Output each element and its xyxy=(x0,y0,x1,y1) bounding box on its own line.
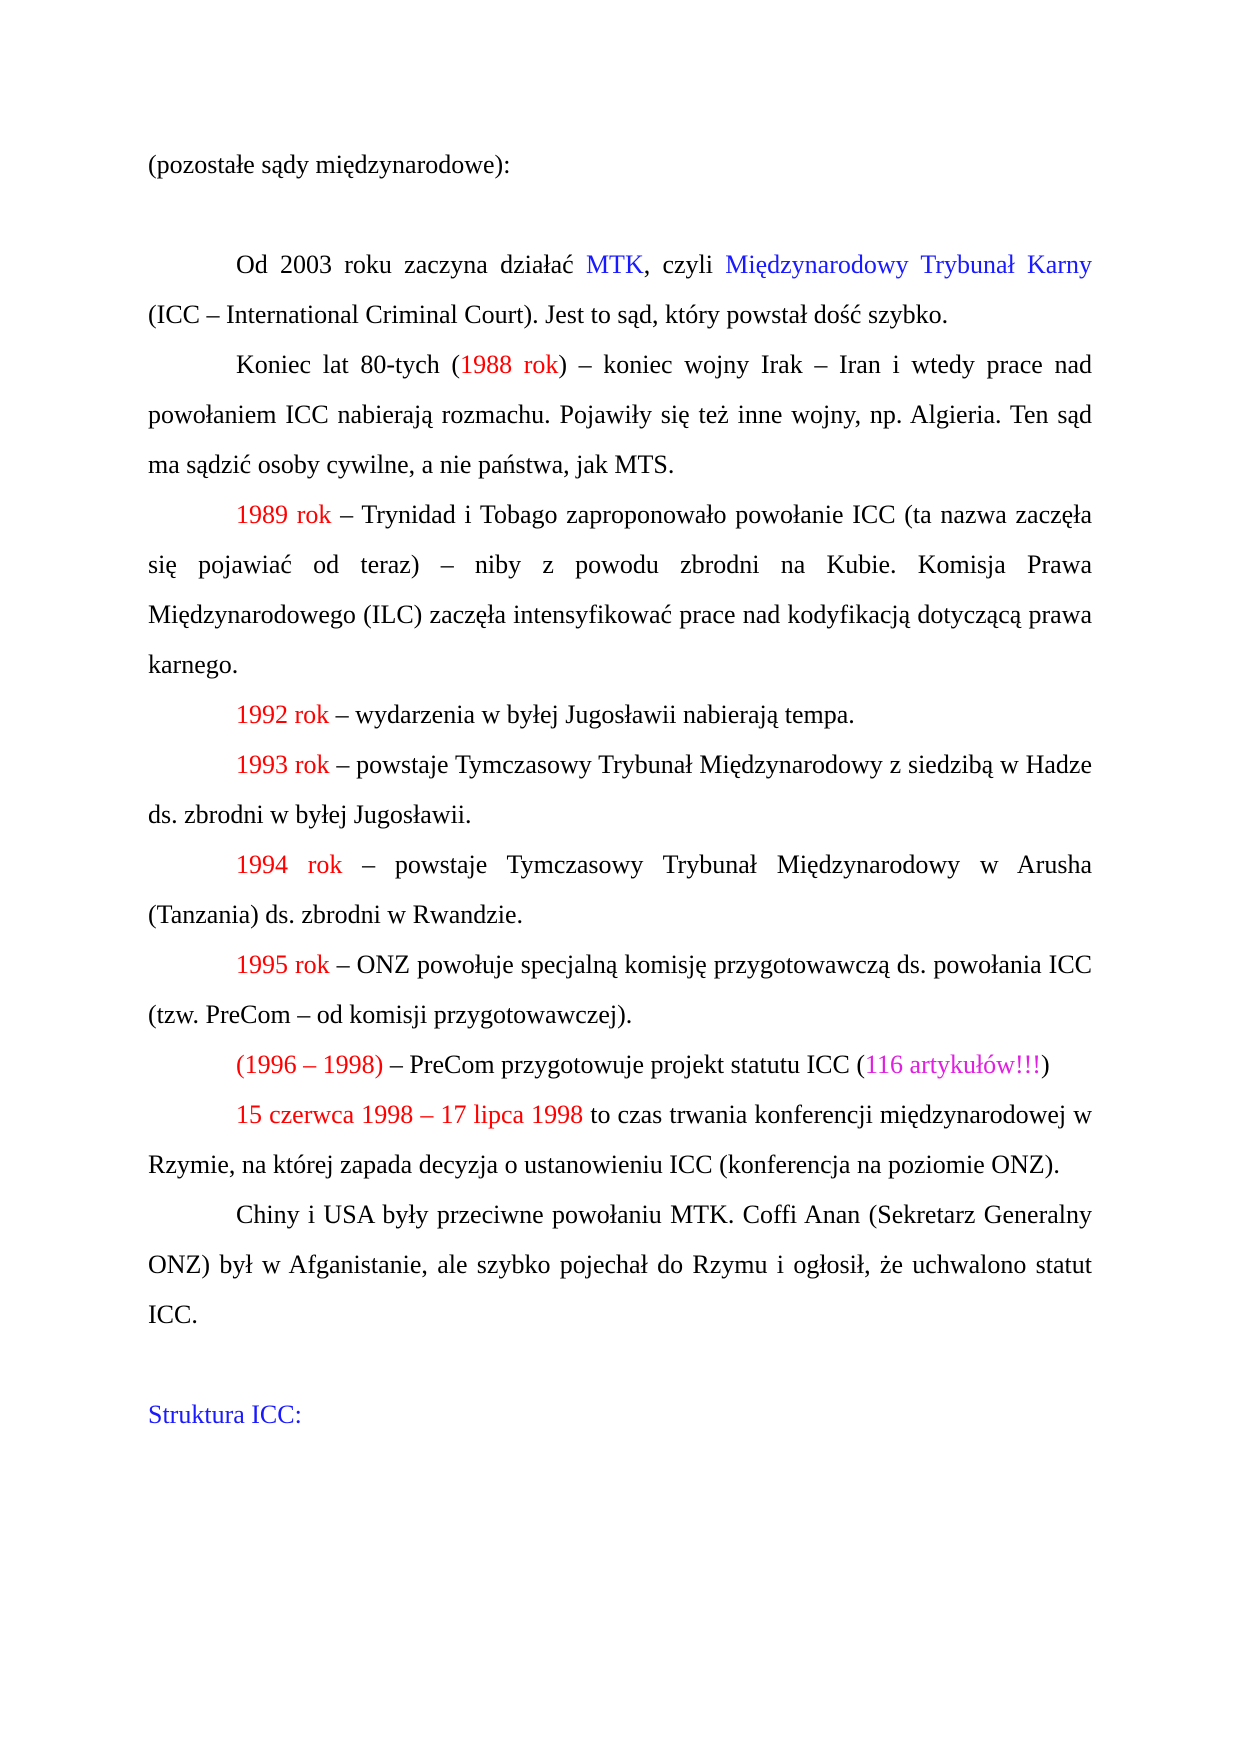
term-mtk: MTK xyxy=(585,250,644,279)
paragraph-rome-conference xyxy=(148,1090,1092,1190)
text: – ONZ powołuje specjalną komisję przygotowawczą ds. powołania ICC (tzw. PreCom – od komisji przygotowawczej). xyxy=(148,950,1092,1029)
date-highlight: 1992 rok xyxy=(236,700,330,729)
note-highlight: 116 artykułów!!! xyxy=(865,1050,1041,1079)
document-page xyxy=(148,140,1092,1440)
text: – powstaje Tymczasowy Trybunał Międzynarodowy w Arusha (Tanzania) ds. zbrodni w Rwandzie. xyxy=(148,850,1092,929)
paragraph-1989 xyxy=(148,490,1092,690)
term-full-name: Międzynarodowy Trybunał Karny xyxy=(725,250,1093,279)
text: (ICC – International Criminal Court). Jest to sąd, który powstał dość szybko. xyxy=(148,300,949,329)
text: – PreCom przygotowuje projekt statutu ICC ( xyxy=(383,1050,865,1079)
paragraph-1995 xyxy=(148,940,1092,1040)
text: Od 2003 roku zaczyna działać xyxy=(236,250,586,279)
paragraph-1988 xyxy=(148,340,1092,490)
section-heading: (pozostałe sądy międzynarodowe): xyxy=(148,150,511,179)
date-highlight: 1993 rok xyxy=(236,750,330,779)
text: – Trynidad i Tobago zaproponowało powołanie ICC (ta nazwa zaczęła się pojawiać od teraz) – niby z powodu zbrodni na Kubie. Komisja Prawa Międzynarodowego (ILC) zaczęła intensyfikować prace nad kodyfikacją dotyczącą prawa karnego. xyxy=(148,500,1092,679)
text: – wydarzenia w byłej Jugosławii nabierają tempa. xyxy=(329,700,855,729)
paragraph-1993 xyxy=(148,740,1092,840)
paragraph-opposition xyxy=(148,1190,1092,1340)
paragraph-1996-1998 xyxy=(148,1040,1092,1090)
date-highlight: 1994 rok xyxy=(236,850,343,879)
text: ) xyxy=(1040,1050,1050,1079)
date-highlight: 1989 rok xyxy=(236,500,332,529)
paragraph-1992 xyxy=(148,690,1092,740)
blank-line xyxy=(148,1340,1092,1390)
text: Koniec lat 80-tych ( xyxy=(236,350,461,379)
text: Chiny i USA były przeciwne powołaniu MTK. Coffi Anan (Sekretarz Generalny ONZ) był w Afganistanie, ale szybko pojechał do Rzymu i ogłosił, że uchwalono statut ICC. xyxy=(148,1200,1092,1329)
section-title-structure: Struktura ICC: xyxy=(148,1400,302,1429)
text: ) – koniec wojny Irak – Iran i wtedy prace nad powołaniem ICC nabierają rozmachu. Pojawiły się też inne wojny, np. Algieria. Ten sąd ma sądzić osoby cywilne, a nie państwa, jak MTS. xyxy=(148,350,1092,479)
date-highlight: 15 czerwca 1998 – 17 lipca 1998 xyxy=(236,1100,584,1129)
text: to czas trwania konferencji międzynarodowej w Rzymie, na której zapada decyzja o ustanowieniu ICC (konferencja na poziomie ONZ). xyxy=(148,1100,1092,1179)
text: , czyli xyxy=(643,250,726,279)
date-highlight: 1995 rok xyxy=(236,950,330,979)
paragraph-1994 xyxy=(148,840,1092,940)
paragraph-icc-intro xyxy=(148,240,1092,340)
text: – powstaje Tymczasowy Trybunał Międzynarodowy z siedzibą w Hadze ds. zbrodni w byłej Jugosławii. xyxy=(148,750,1092,829)
blank-line xyxy=(148,190,1092,240)
date-highlight: (1996 – 1998) xyxy=(236,1050,384,1079)
date-highlight: 1988 rok xyxy=(460,350,559,379)
